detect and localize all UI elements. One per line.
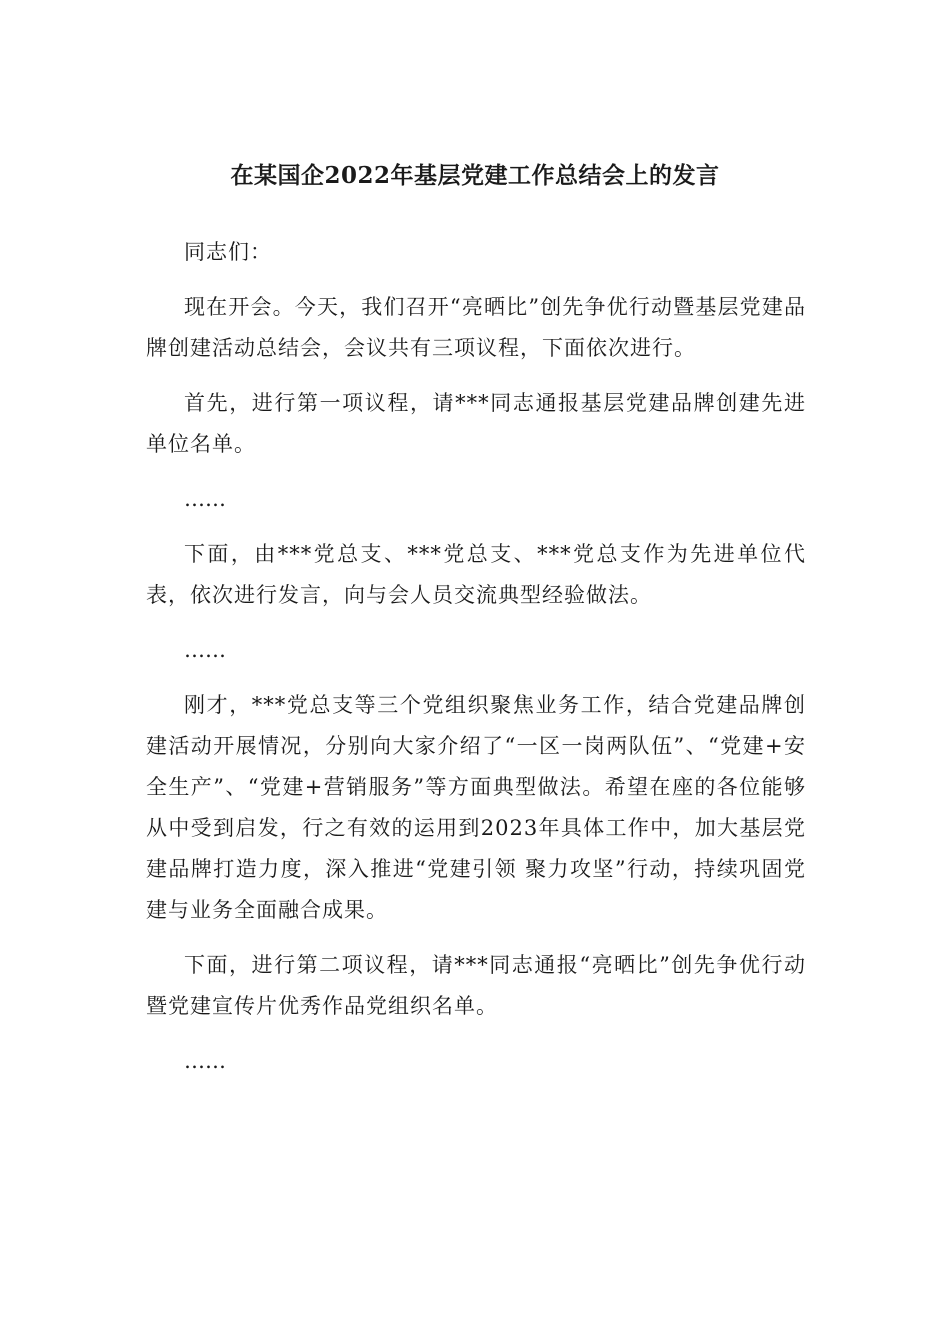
paragraph-agenda-one: 首先，进行第一项议程，请***同志通报基层党建品牌创建先进单位名单。 <box>146 391 806 456</box>
ellipsis-2: …… <box>184 638 226 662</box>
paragraph-agenda-two: 下面，进行第二项议程，请***同志通报“亮晒比”创先争优行动暨党建宣传片优秀作品党组织名单。 <box>146 953 806 1018</box>
ellipsis-3: …… <box>184 1049 226 1073</box>
document-body <box>146 232 806 1096</box>
paragraph-summary: 刚才，***党总支等三个党组织聚焦业务工作，结合党建品牌创建活动开展情况，分别向大家介绍了“一区一岗两队伍”、“党建+安全生产”、“党建+营销服务”等方面典型做法。希望在座的各位能够从中受到启发，行之有效的运用到2023年具体工作中，加大基层党建品牌打造力度，深入推进“党建引领 聚力攻坚”行动，持续巩固党建与业务全面融合成果。 <box>146 693 806 922</box>
salutation: 同志们： <box>184 240 272 264</box>
ellipsis-1: …… <box>184 487 226 511</box>
paragraph-opening: 现在开会。今天，我们召开“亮晒比”创先争优行动暨基层党建品牌创建活动总结会，会议共有三项议程，下面依次进行。 <box>146 295 806 360</box>
document-title: 在某国企2022年基层党建工作总结会上的发言 <box>230 162 720 189</box>
paragraph-speeches: 下面，由***党总支、***党总支、***党总支作为先进单位代表，依次进行发言，向与会人员交流典型经验做法。 <box>146 542 806 607</box>
